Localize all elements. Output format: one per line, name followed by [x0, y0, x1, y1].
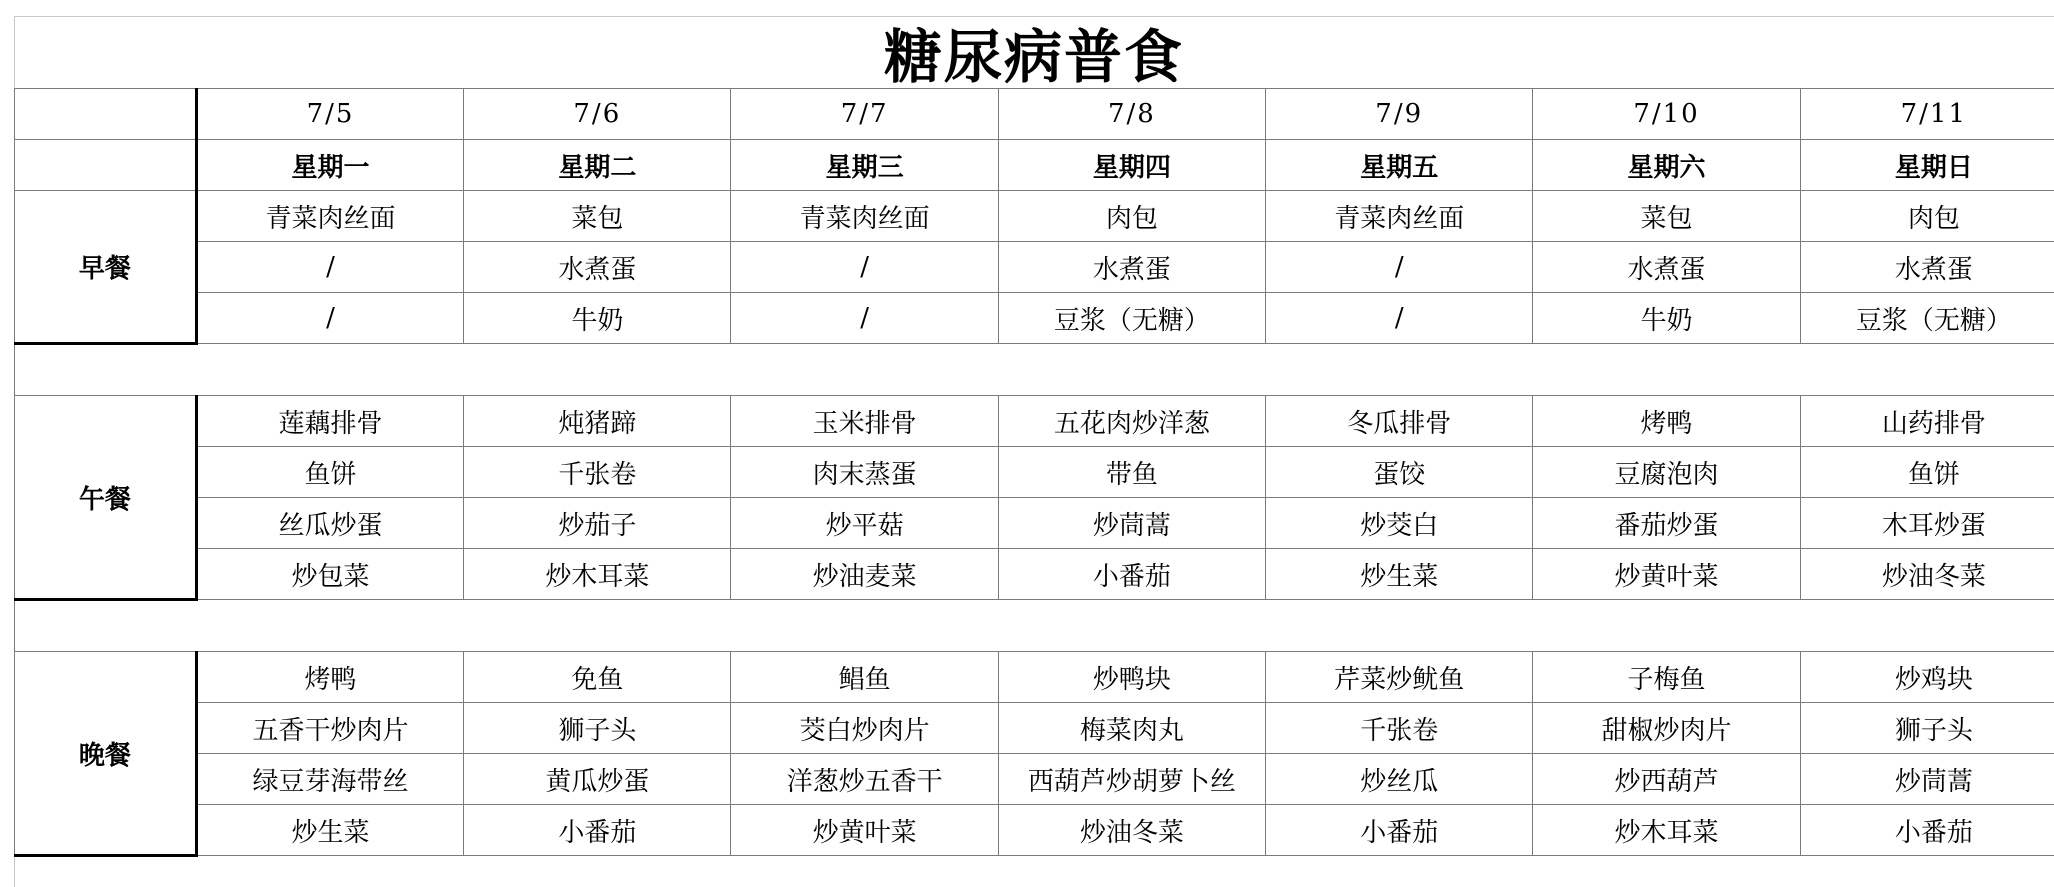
dish-cell: 豆浆（无糖） [998, 293, 1265, 344]
weekday-cell: 星期日 [1800, 140, 2054, 191]
dish-cell: 木耳炒蛋 [1800, 498, 2054, 549]
dish-cell: 炒黄叶菜 [731, 805, 998, 856]
weekday-row [15, 140, 2054, 191]
date-cell: 7/8 [998, 89, 1265, 140]
dish-cell: 西葫芦炒胡萝卜丝 [998, 754, 1265, 805]
dish-cell: 水煮蛋 [464, 242, 731, 293]
corner-cell [15, 140, 197, 191]
dish-cell: 炒油冬菜 [1800, 549, 2054, 600]
dish-cell: 洋葱炒五香干 [731, 754, 998, 805]
dish-cell: 千张卷 [464, 447, 731, 498]
date-row [15, 89, 2054, 140]
dish-cell: 炒油冬菜 [998, 805, 1265, 856]
dish-cell: 炒茄子 [464, 498, 731, 549]
dish-cell: / [1266, 242, 1533, 293]
dish-cell: 免鱼 [464, 652, 731, 703]
dish-cell: 青菜肉丝面 [196, 191, 463, 242]
dish-cell: 小番茄 [998, 549, 1265, 600]
dish-cell: 小番茄 [1266, 805, 1533, 856]
weekday-cell: 星期三 [731, 140, 998, 191]
dish-cell: 梅菜肉丸 [998, 703, 1265, 754]
dish-cell: / [731, 293, 998, 344]
spacer-cell [15, 344, 2054, 396]
dish-cell: 炒生菜 [196, 805, 463, 856]
dish-cell: 炒木耳菜 [1533, 805, 1800, 856]
weekday-cell: 星期五 [1266, 140, 1533, 191]
weekday-cell: 星期二 [464, 140, 731, 191]
date-cell: 7/7 [731, 89, 998, 140]
dish-cell: 炒包菜 [196, 549, 463, 600]
dish-cell: 肉包 [1800, 191, 2054, 242]
dish-cell: 芹菜炒鱿鱼 [1266, 652, 1533, 703]
dish-cell: 青菜肉丝面 [731, 191, 998, 242]
dish-cell: 豆腐泡肉 [1533, 447, 1800, 498]
dish-cell: 炒茼蒿 [998, 498, 1265, 549]
dish-cell: 菜包 [1533, 191, 1800, 242]
dish-cell: 菜包 [464, 191, 731, 242]
dish-cell: 炒鸭块 [998, 652, 1265, 703]
dish-cell: 牛奶 [464, 293, 731, 344]
dish-cell: 炒木耳菜 [464, 549, 731, 600]
dish-cell: 千张卷 [1266, 703, 1533, 754]
weekday-cell: 星期一 [196, 140, 463, 191]
dish-cell: 狮子头 [464, 703, 731, 754]
dish-cell: 番茄炒蛋 [1533, 498, 1800, 549]
dish-cell: 水煮蛋 [998, 242, 1265, 293]
lunch-row [15, 447, 2054, 498]
meal-label-lunch: 午餐 [15, 396, 197, 600]
dish-cell: 肉包 [998, 191, 1265, 242]
dinner-row [15, 754, 2054, 805]
menu-title: 糖尿病普食 [14, 16, 2054, 88]
dish-cell: 豆浆（无糖） [1800, 293, 2054, 344]
meal-label-dinner: 晚餐 [15, 652, 197, 856]
date-cell: 7/5 [196, 89, 463, 140]
dish-cell: 带鱼 [998, 447, 1265, 498]
dish-cell: 小番茄 [464, 805, 731, 856]
dish-cell: 茭白炒肉片 [731, 703, 998, 754]
dish-cell: 冬瓜排骨 [1266, 396, 1533, 447]
spacer-cell [15, 600, 2054, 652]
date-cell: 7/11 [1800, 89, 2054, 140]
dish-cell: 黄瓜炒蛋 [464, 754, 731, 805]
dish-cell: 烤鸭 [196, 652, 463, 703]
spacer-row [15, 600, 2054, 652]
dinner-row [15, 805, 2054, 856]
dish-cell: / [196, 293, 463, 344]
lunch-row [15, 549, 2054, 600]
dish-cell: 五花肉炒洋葱 [998, 396, 1265, 447]
dish-cell: 炒生菜 [1266, 549, 1533, 600]
dish-cell: 炒鸡块 [1800, 652, 2054, 703]
dish-cell: 甜椒炒肉片 [1533, 703, 1800, 754]
dish-cell: 玉米排骨 [731, 396, 998, 447]
dish-cell: 炖猪蹄 [464, 396, 731, 447]
dish-cell: 炒茼蒿 [1800, 754, 2054, 805]
spacer-row [15, 344, 2054, 396]
weekday-cell: 星期六 [1533, 140, 1800, 191]
weekday-cell: 星期四 [998, 140, 1265, 191]
date-cell: 7/10 [1533, 89, 1800, 140]
corner-cell [15, 89, 197, 140]
dish-cell: 水煮蛋 [1800, 242, 2054, 293]
dish-cell: 炒平菇 [731, 498, 998, 549]
dish-cell: 小番茄 [1800, 805, 2054, 856]
dinner-row [15, 652, 2054, 703]
breakfast-row [15, 242, 2054, 293]
dish-cell: 肉末蒸蛋 [731, 447, 998, 498]
breakfast-row [15, 191, 2054, 242]
dinner-row [15, 703, 2054, 754]
dish-cell: 炒茭白 [1266, 498, 1533, 549]
dish-cell: 狮子头 [1800, 703, 2054, 754]
dish-cell: 山药排骨 [1800, 396, 2054, 447]
dish-cell: 鱼饼 [196, 447, 463, 498]
dish-cell: 鱼饼 [1800, 447, 2054, 498]
dish-cell: 丝瓜炒蛋 [196, 498, 463, 549]
meal-plan-table [14, 88, 2054, 857]
dish-cell: 蛋饺 [1266, 447, 1533, 498]
dish-cell: / [196, 242, 463, 293]
breakfast-row [15, 293, 2054, 344]
dish-cell: 绿豆芽海带丝 [196, 754, 463, 805]
dish-cell: 莲藕排骨 [196, 396, 463, 447]
meal-label-breakfast: 早餐 [15, 191, 197, 344]
dish-cell: 水煮蛋 [1533, 242, 1800, 293]
lunch-row [15, 498, 2054, 549]
dish-cell: 炒丝瓜 [1266, 754, 1533, 805]
lunch-row [15, 396, 2054, 447]
date-cell: 7/6 [464, 89, 731, 140]
dish-cell: 烤鸭 [1533, 396, 1800, 447]
dish-cell: 炒西葫芦 [1533, 754, 1800, 805]
dish-cell: 青菜肉丝面 [1266, 191, 1533, 242]
dish-cell: 炒油麦菜 [731, 549, 998, 600]
dish-cell: / [731, 242, 998, 293]
dish-cell: 炒黄叶菜 [1533, 549, 1800, 600]
dish-cell: 牛奶 [1533, 293, 1800, 344]
dish-cell: / [1266, 293, 1533, 344]
dish-cell: 五香干炒肉片 [196, 703, 463, 754]
dish-cell: 鲳鱼 [731, 652, 998, 703]
dish-cell: 子梅鱼 [1533, 652, 1800, 703]
date-cell: 7/9 [1266, 89, 1533, 140]
